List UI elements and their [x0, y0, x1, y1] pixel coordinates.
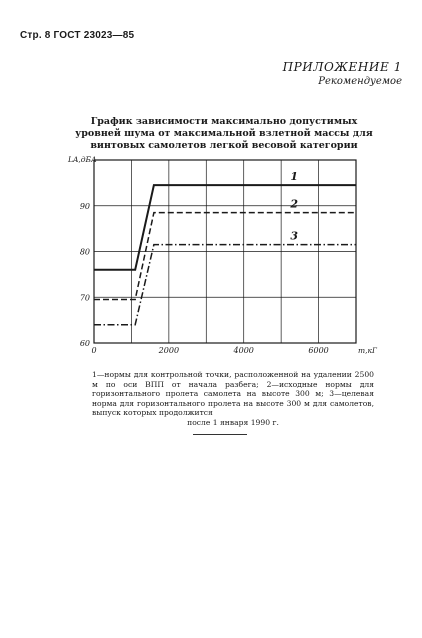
x-tick-label: 4000	[233, 346, 254, 355]
y-tick-label: 70	[79, 293, 90, 303]
divider-rule	[193, 434, 247, 435]
appendix-subtitle: Рекомендуемое	[318, 76, 402, 87]
chart-title: График зависимости максимально допустимых уровней шума от максимальной взлетной массы для винтовых самолетов легкой весовой категории	[75, 116, 373, 151]
x-axis-label: m,кГ	[358, 346, 377, 355]
series-line-1	[94, 185, 356, 270]
y-tick-label: 90	[79, 201, 90, 211]
caption-last-line: после 1 января 1990 г.	[187, 417, 279, 427]
chart-caption	[92, 370, 374, 428]
y-tick-label: 80	[79, 247, 90, 257]
series-label-3: 3	[290, 229, 299, 243]
caption-main: 1—нормы для контрольной точки, расположенной на удалении 2500 м по оси ВПП от начала разбега; 2—исходные нормы для горизонтального пролета самолета на высоте 300 м; 3—целевая норма для горизонтального пролета на высоте 300 м для самолетов, выпуск которых продолжится	[92, 370, 374, 418]
series-label-1: 1	[290, 170, 299, 184]
page-header: Стр. 8 ГОСТ 23023—85	[20, 30, 135, 41]
x-tick-label: 2000	[158, 346, 180, 355]
appendix-title: ПРИЛОЖЕНИЕ 1	[282, 60, 402, 74]
series-line-3	[94, 245, 356, 325]
series-label-2: 2	[290, 197, 299, 211]
x-tick-label: 6000	[308, 346, 329, 355]
y-tick-label: 60	[79, 339, 90, 348]
x-tick-label: 0	[91, 346, 97, 355]
series-line-2	[94, 213, 356, 300]
y-axis-label: LA,дБА	[68, 155, 97, 164]
